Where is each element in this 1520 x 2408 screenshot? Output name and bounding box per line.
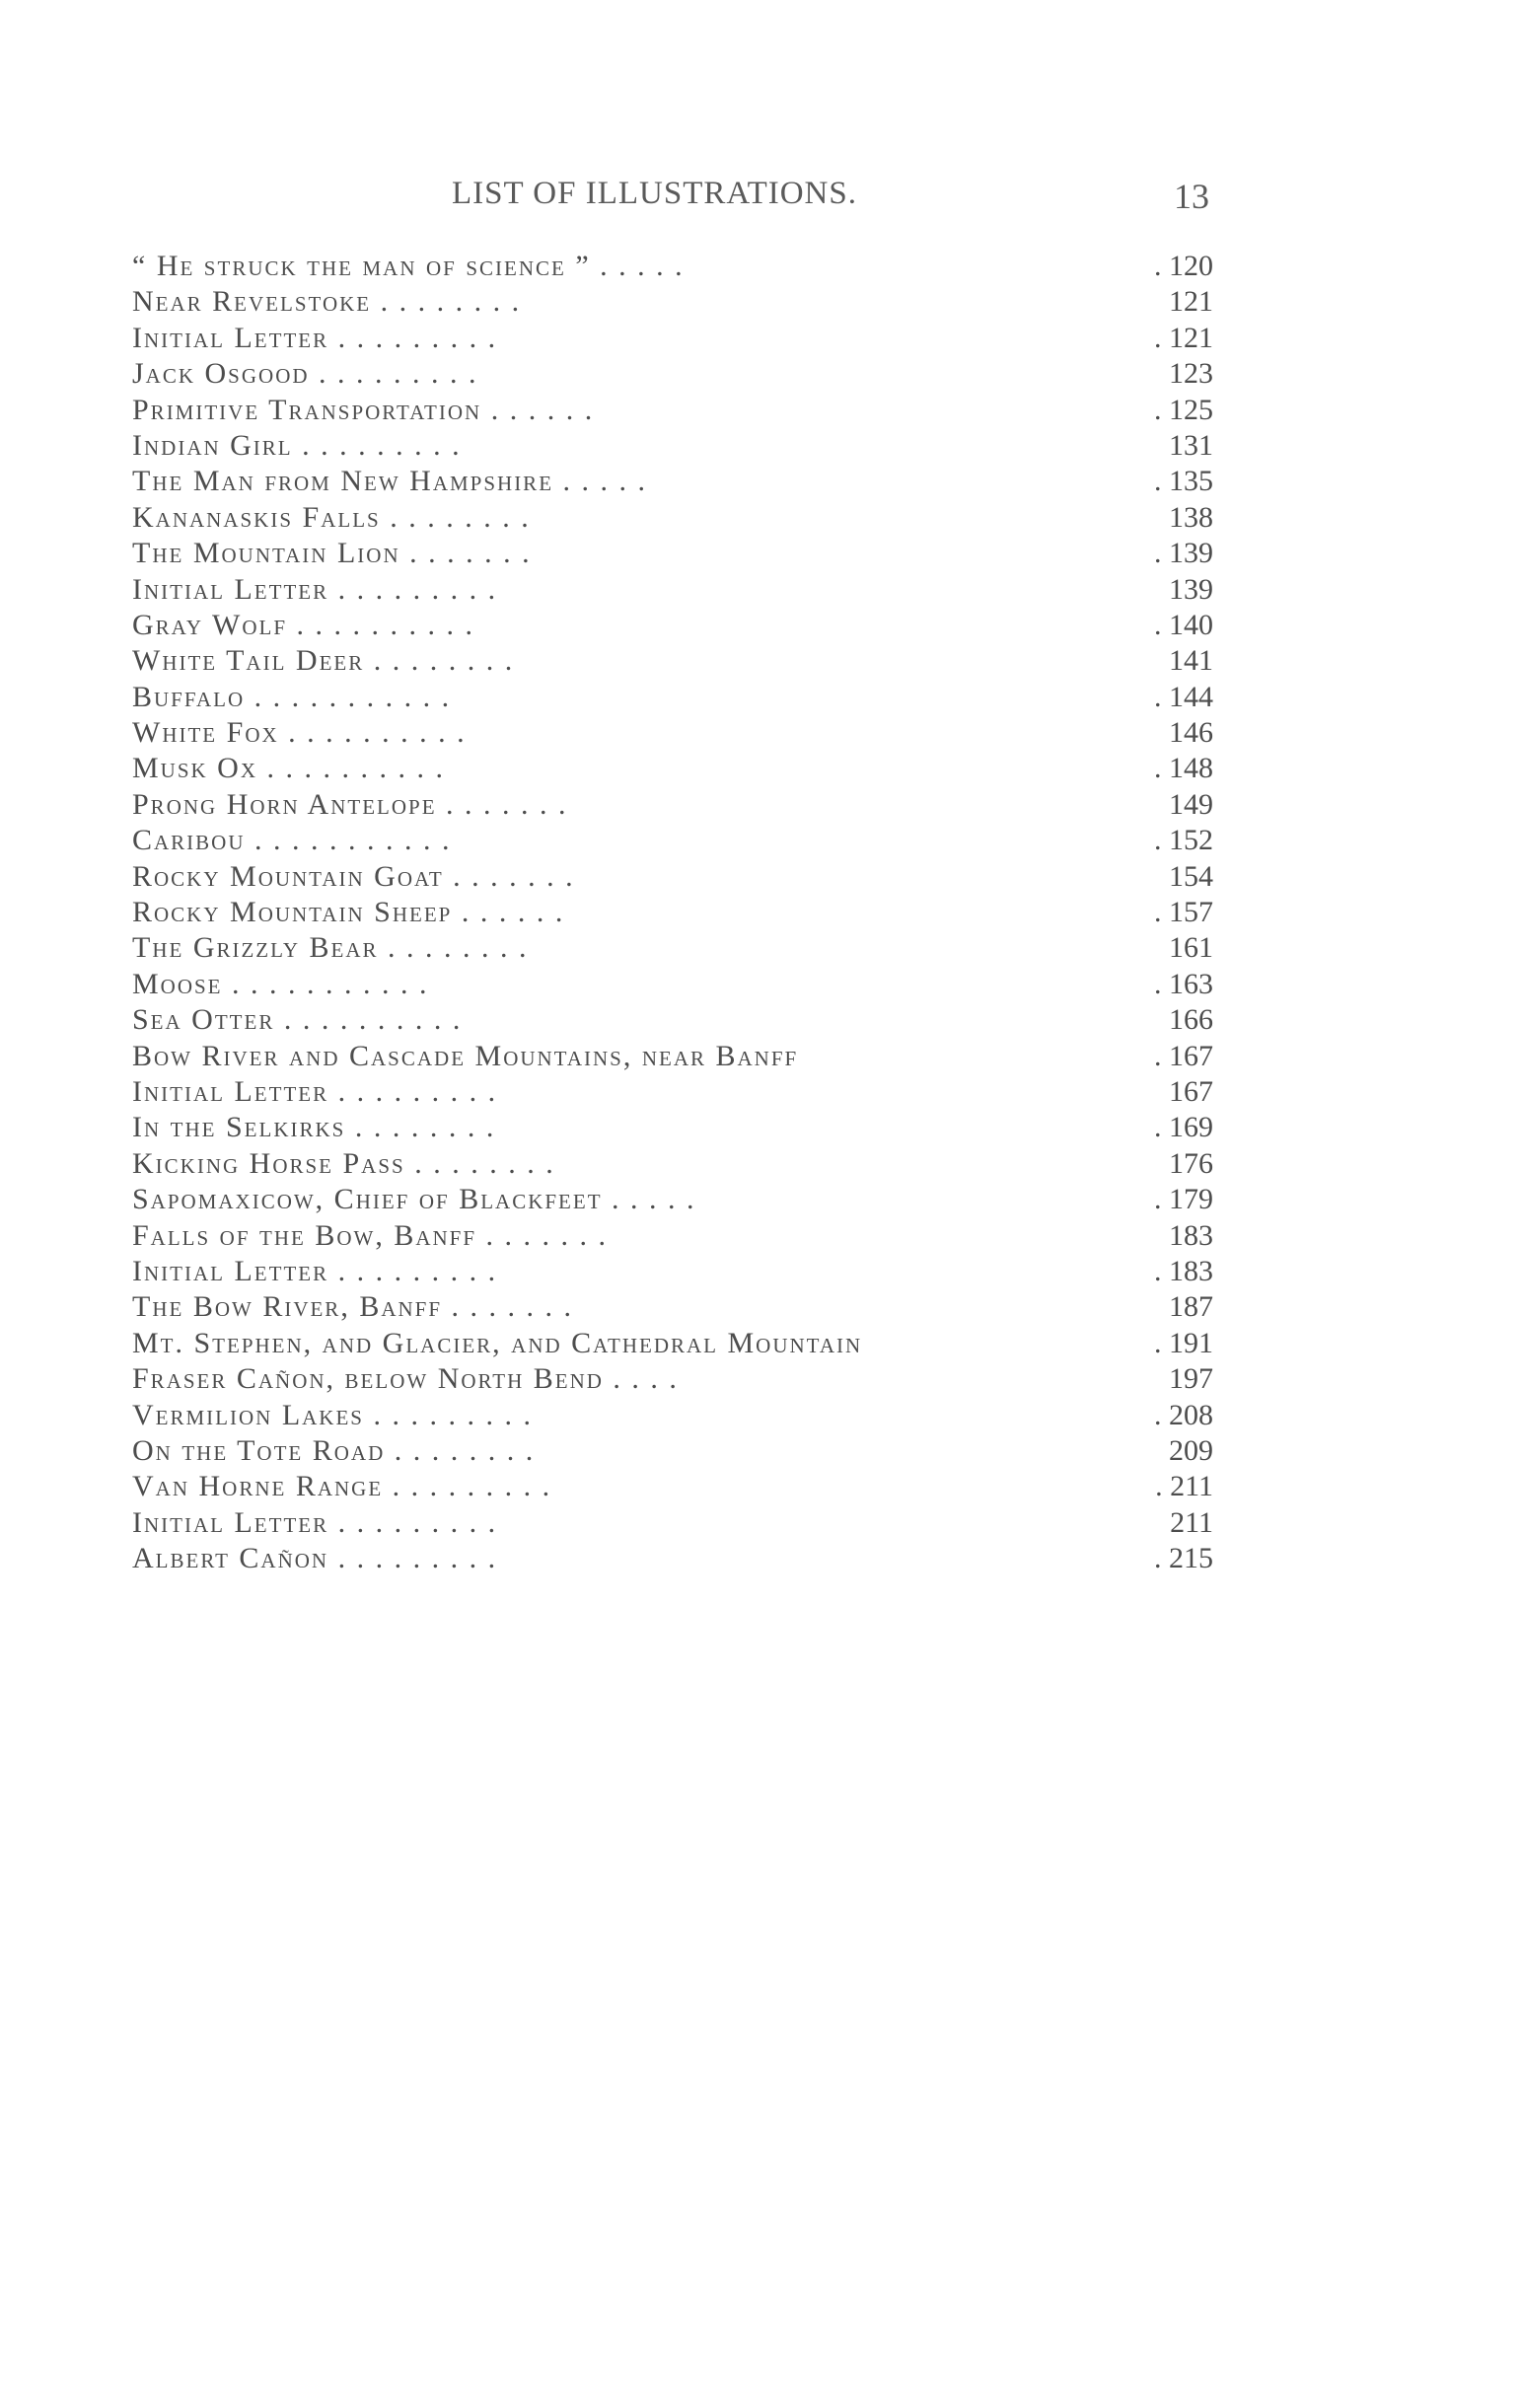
list-item	[132, 1469, 1213, 1504]
illustration-page-number: 176	[1169, 1146, 1213, 1180]
illustration-page-number: 149	[1169, 787, 1213, 821]
illustration-page-number: . 144	[1154, 680, 1213, 713]
illustration-page-number: . 179	[1154, 1183, 1213, 1216]
illustration-page-number: . 191	[1154, 1326, 1213, 1359]
illustration-page-number: . 157	[1154, 896, 1213, 929]
illustration-title: Initial Letter . . . . . . . . .	[132, 1074, 498, 1108]
illustration-page-number: . 211	[1155, 1470, 1213, 1503]
illustration-page-number: 131	[1169, 428, 1213, 462]
list-item	[132, 1182, 1213, 1217]
list-item	[132, 1039, 1213, 1074]
illustration-title: The Bow River, Banff . . . . . . .	[132, 1290, 574, 1324]
list-item	[132, 249, 1213, 284]
illustration-page-number: 139	[1169, 572, 1213, 606]
list-item	[132, 715, 1213, 751]
illustration-title: Sapomaxicow, Chief of Blackfeet . . . . .	[132, 1183, 696, 1216]
illustration-page-number: 154	[1169, 859, 1213, 893]
list-item	[132, 1326, 1213, 1361]
illustration-page-number: 167	[1169, 1074, 1213, 1108]
illustration-page-number: . 120	[1154, 250, 1213, 282]
illustration-title: On the Tote Road . . . . . . . .	[132, 1433, 536, 1467]
list-item	[132, 536, 1213, 571]
illustration-title: Fraser Cañon, below North Bend . . . .	[132, 1362, 679, 1396]
illustration-title: Caribou . . . . . . . . . . .	[132, 824, 452, 857]
illustration-page-number: . 125	[1154, 393, 1213, 426]
illustration-page-number: 183	[1169, 1218, 1213, 1252]
list-item	[132, 1110, 1213, 1145]
list-item	[132, 1398, 1213, 1433]
list-item	[132, 967, 1213, 1002]
list-item	[132, 608, 1213, 643]
illustration-title: Gray Wolf . . . . . . . . . .	[132, 608, 475, 641]
illustration-title: Kananaskis Falls . . . . . . . .	[132, 500, 531, 534]
illustration-page-number: . 169	[1154, 1111, 1213, 1144]
illustration-title: Vermilion Lakes . . . . . . . . .	[132, 1398, 533, 1431]
illustrations-list	[132, 249, 1213, 1576]
list-item	[132, 751, 1213, 786]
illustration-title: The Grizzly Bear . . . . . . . .	[132, 931, 529, 965]
list-item	[132, 1146, 1213, 1182]
illustration-page-number: 211	[1170, 1505, 1213, 1539]
illustration-page-number: 146	[1169, 716, 1213, 750]
illustration-title: “ He struck the man of science ” . . . . .	[132, 250, 685, 282]
illustration-page-number: . 215	[1154, 1542, 1213, 1575]
illustration-title: Initial Letter . . . . . . . . .	[132, 321, 498, 354]
list-item	[132, 500, 1213, 536]
illustration-page-number: 166	[1169, 1003, 1213, 1037]
list-item	[132, 930, 1213, 966]
illustration-title: The Mountain Lion . . . . . . .	[132, 537, 532, 570]
illustration-title: Falls of the Bow, Banff . . . . . . .	[132, 1218, 609, 1252]
list-item	[132, 643, 1213, 679]
list-item	[132, 859, 1213, 895]
illustration-title: Indian Girl . . . . . . . . .	[132, 428, 462, 462]
illustration-title: Initial Letter . . . . . . . . .	[132, 1254, 498, 1287]
illustration-page-number: . 139	[1154, 537, 1213, 570]
illustration-title: White Tail Deer . . . . . . . .	[132, 644, 515, 678]
illustration-title: Primitive Transportation . . . . . .	[132, 393, 595, 426]
illustration-title: Musk Ox . . . . . . . . . .	[132, 752, 446, 785]
illustration-page-number: 161	[1169, 931, 1213, 965]
illustration-title: Bow River and Cascade Mountains, near Banff	[132, 1039, 799, 1072]
illustration-title: Prong Horn Antelope . . . . . . .	[132, 787, 568, 821]
illustration-page-number: . 121	[1154, 321, 1213, 354]
illustration-title: Mt. Stephen, and Glacier, and Cathedral Mountain	[132, 1326, 863, 1359]
illustration-title: Kicking Horse Pass . . . . . . . .	[132, 1146, 555, 1180]
list-item	[132, 1002, 1213, 1038]
list-item	[132, 680, 1213, 715]
running-title: LIST OF ILLUSTRATIONS.	[452, 176, 857, 211]
illustration-page-number: . 167	[1154, 1039, 1213, 1072]
illustration-page-number: 187	[1169, 1290, 1213, 1324]
illustration-title: Sea Otter . . . . . . . . . .	[132, 1003, 463, 1037]
list-item	[132, 1254, 1213, 1289]
illustration-title: Initial Letter . . . . . . . . .	[132, 1505, 498, 1539]
illustration-page-number: 197	[1169, 1362, 1213, 1396]
list-item	[132, 823, 1213, 858]
illustration-page-number: 138	[1169, 500, 1213, 534]
illustration-title: Albert Cañon . . . . . . . . .	[132, 1542, 498, 1575]
illustration-page-number: . 140	[1154, 608, 1213, 641]
list-item	[132, 1074, 1213, 1110]
illustration-page-number: . 163	[1154, 967, 1213, 1000]
illustration-title: White Fox . . . . . . . . . .	[132, 716, 467, 750]
illustration-page-number: . 135	[1154, 465, 1213, 498]
illustration-title: Van Horne Range . . . . . . . . .	[132, 1470, 552, 1503]
list-item	[132, 1289, 1213, 1325]
illustration-title: Rocky Mountain Goat . . . . . . .	[132, 859, 575, 893]
illustration-title: Initial Letter . . . . . . . . .	[132, 572, 498, 606]
illustration-page-number: 123	[1169, 357, 1213, 391]
list-item	[132, 321, 1213, 356]
list-item	[132, 393, 1213, 428]
list-item	[132, 1361, 1213, 1397]
list-item	[132, 1433, 1213, 1469]
list-item	[132, 1218, 1213, 1254]
illustration-page-number: . 183	[1154, 1254, 1213, 1287]
illustration-title: Jack Osgood . . . . . . . . .	[132, 357, 478, 391]
illustration-page-number: . 148	[1154, 752, 1213, 785]
list-item	[132, 428, 1213, 464]
illustration-title: Rocky Mountain Sheep . . . . . .	[132, 896, 565, 929]
list-item	[132, 895, 1213, 930]
page-number: 13	[1174, 177, 1209, 216]
illustration-title: Near Revelstoke . . . . . . . .	[132, 285, 522, 319]
list-item	[132, 464, 1213, 499]
illustration-page-number: 209	[1169, 1433, 1213, 1467]
illustration-page-number: 141	[1169, 644, 1213, 678]
illustration-page-number: . 152	[1154, 824, 1213, 857]
list-item	[132, 356, 1213, 392]
list-item	[132, 572, 1213, 608]
illustration-title: Moose . . . . . . . . . . .	[132, 967, 429, 1000]
illustration-title: Buffalo . . . . . . . . . . .	[132, 680, 452, 713]
list-item	[132, 1505, 1213, 1541]
list-item	[132, 787, 1213, 823]
list-item	[132, 284, 1213, 320]
illustration-page-number: . 208	[1154, 1398, 1213, 1431]
illustration-title: In the Selkirks . . . . . . . .	[132, 1111, 496, 1144]
illustration-page-number: 121	[1169, 285, 1213, 319]
list-item	[132, 1541, 1213, 1576]
illustration-title: The Man from New Hampshire . . . . .	[132, 465, 648, 498]
